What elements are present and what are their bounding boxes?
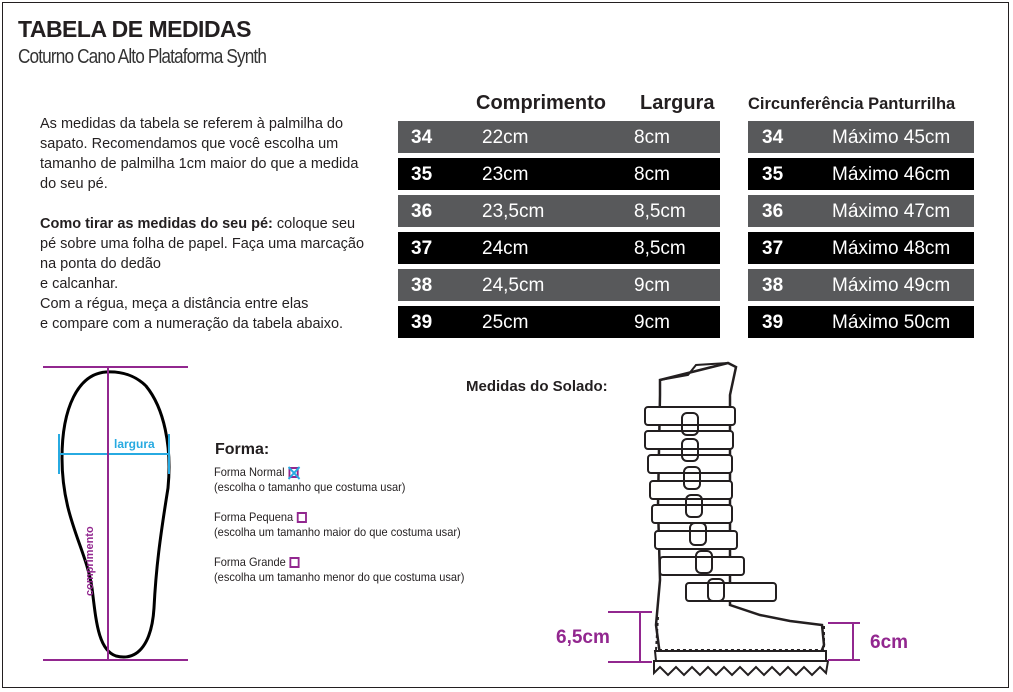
table-row: [748, 232, 974, 264]
intro-line: e compare com a numeração da tabela abaixo.: [40, 316, 344, 332]
calf-cell: Máximo 45cm: [832, 127, 951, 148]
calf-cell: Máximo 48cm: [832, 238, 951, 259]
intro-text: [40, 114, 370, 334]
table-row: [398, 158, 720, 190]
size-cell: 38: [411, 275, 433, 296]
col-header-width: Largura: [640, 92, 715, 114]
width-cell: 9cm: [634, 312, 670, 333]
table-row: [398, 306, 720, 338]
size-cell: 34: [762, 127, 784, 148]
front-height-label: 6cm: [870, 632, 909, 653]
sole-title: Medidas do Solado:: [466, 378, 608, 395]
intro-paragraph: As medidas da tabela se referem à palmilha do sapato. Recomendamos que você escolha um tamanho de palmilha 1cm maior do que a medida do seu pé.: [40, 116, 359, 192]
size-cell: 36: [411, 201, 433, 222]
forma-option-normal: [214, 465, 405, 495]
length-cell: 23cm: [482, 164, 529, 185]
size-cell: 39: [411, 312, 433, 333]
size-cell: 38: [762, 275, 784, 296]
length-cell: 23,5cm: [482, 201, 545, 222]
length-cell: 22cm: [482, 127, 529, 148]
width-cell: 8,5cm: [634, 201, 686, 222]
forma-option-label: Forma Normal: [214, 465, 285, 479]
size-cell: 37: [411, 238, 433, 259]
calf-cell: Máximo 46cm: [832, 164, 951, 185]
size-cell: 34: [411, 127, 433, 148]
intro-howto: [40, 214, 370, 274]
size-cell: 35: [411, 164, 433, 185]
size-cell: 39: [762, 312, 784, 333]
intro-line: e calcanhar.: [40, 276, 119, 292]
forma-option-note: (escolha um tamanho menor do que costuma usar): [214, 570, 465, 584]
heel-height-label: 6,5cm: [556, 627, 610, 648]
page-title: TABELA DE MEDIDAS: [18, 16, 251, 42]
forma-option-label: Forma Grande: [214, 555, 286, 569]
width-cell: 9cm: [634, 275, 670, 296]
foot-outline-diagram: [38, 358, 238, 678]
intro-line: Com a régua, meça a distância entre elas: [40, 296, 309, 312]
page-subtitle: Coturno Cano Alto Plataforma Synth: [18, 46, 267, 68]
forma-title: Forma:: [215, 441, 270, 458]
width-label: largura: [114, 437, 155, 451]
table-row: [398, 269, 720, 301]
table-row: [398, 121, 720, 153]
size-cell: 37: [762, 238, 784, 259]
forma-option-label: Forma Pequena: [214, 510, 294, 524]
table-row: [748, 306, 974, 338]
checked-checkbox-icon[interactable]: [288, 467, 298, 478]
length-cell: 24,5cm: [482, 275, 545, 296]
table-row: [748, 195, 974, 227]
col-header-length: Comprimento: [476, 92, 606, 114]
length-cell: 25cm: [482, 312, 529, 333]
calf-table-title: Circunferência Panturrilha: [748, 95, 956, 113]
howto-text: coloque seu pé sobre uma folha de papel. Faça uma marcação na ponta do dedão: [40, 216, 365, 272]
forma-option-large: [214, 555, 464, 585]
table-row: [748, 269, 974, 301]
length-label: comprimento: [84, 526, 96, 596]
table-row: [748, 121, 974, 153]
forma-option-small: [214, 510, 461, 540]
checkbox-icon[interactable]: [289, 557, 299, 568]
forma-option-note: (escolha um tamanho maior do que costuma usar): [214, 525, 461, 539]
howto-heading: Como tirar as medidas do seu pé:: [40, 216, 273, 232]
size-cell: 35: [762, 164, 784, 185]
calf-cell: Máximo 49cm: [832, 275, 951, 296]
table-row: [398, 195, 720, 227]
width-cell: 8cm: [634, 164, 670, 185]
width-cell: 8cm: [634, 127, 670, 148]
forma-option-note: (escolha o tamanho que costuma usar): [214, 480, 406, 494]
width-cell: 8,5cm: [634, 238, 686, 259]
length-cell: 24cm: [482, 238, 529, 259]
size-cell: 36: [762, 201, 784, 222]
calf-cell: Máximo 50cm: [832, 312, 951, 333]
table-row: [398, 232, 720, 264]
checkbox-icon[interactable]: [297, 512, 307, 523]
calf-cell: Máximo 47cm: [832, 201, 951, 222]
boot-drawing: [600, 355, 860, 685]
table-row: [748, 158, 974, 190]
